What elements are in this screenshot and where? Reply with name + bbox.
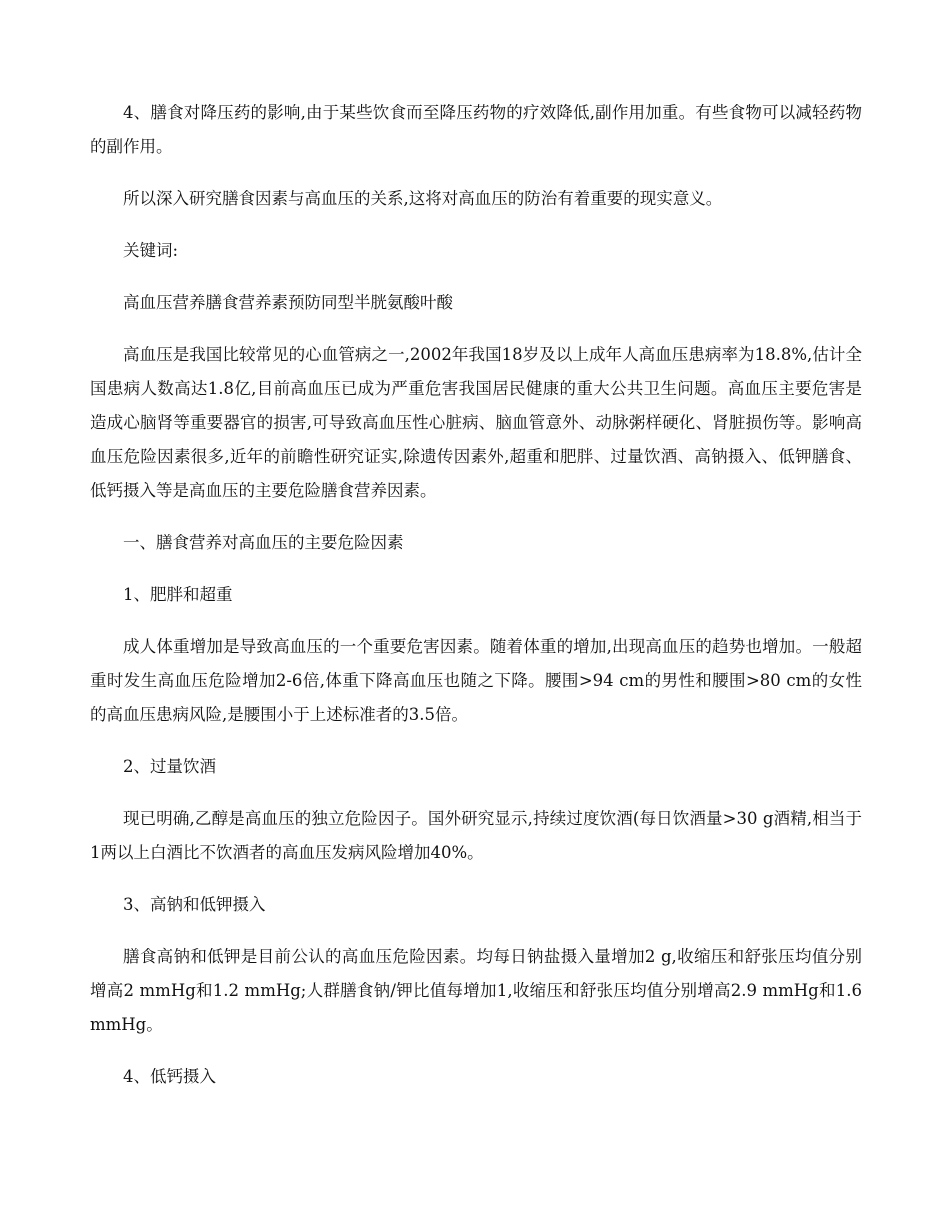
paragraph-drug-influence: 4、膳食对降压药的影响,由于某些饮食而至降压药物的疗效降低,副作用加重。有些食物可以减轻药物的副作用。 xyxy=(90,103,862,156)
paragraph-obesity: 成人体重增加是导致高血压的一个重要危害因素。随着体重的增加,出现高血压的趋势也增加。一般超重时发生高血压危险增加2-6倍,体重下降高血压也随之下降。腰围>94 cm的男性和腰围>80 cm的女性的高血压患病风险,是腰围小于上述标准者的3.5倍。 xyxy=(90,637,862,724)
subheading-low-calcium: 4、低钙摄入 xyxy=(123,1067,216,1086)
paragraph-significance: 所以深入研究膳食因素与高血压的关系,这将对高血压的防治有着重要的现实意义。 xyxy=(123,189,723,208)
paragraph-introduction: 高血压是我国比较常见的心血管病之一,2002年我国18岁及以上成年人高血压患病率为18.8%,估计全国患病人数高达1.8亿,目前高血压已成为严重危害我国居民健康的重大公共卫生问题。高血压主要危害是造成心脑肾等重要器官的损害,可导致高血压性心脏病、脑血管意外、动脉粥样硬化、肾脏损伤等。影响高血压危险因素很多,近年的前瞻性研究证实,除遗传因素外,超重和肥胖、过量饮酒、高钠摄入、低钾膳食、低钙摄入等是高血压的主要危险膳食营养因素。 xyxy=(90,345,862,500)
paragraph-sodium-potassium: 膳食高钠和低钾是目前公认的高血压危险因素。均每日钠盐摄入量增加2 g,收缩压和舒张压均值分别增高2 mmHg和1.2 mmHg;人群膳食钠/钾比值每增加1,收缩压和舒张压均值分别增高2.9 mmHg和1.6 mmHg。 xyxy=(90,947,862,1034)
paragraph-alcohol: 现已明确,乙醇是高血压的独立危险因子。国外研究显示,持续过度饮酒(每日饮酒量>30 g酒精,相当于1两以上白酒比不饮酒者的高血压发病风险增加40%。 xyxy=(90,809,862,862)
subheading-obesity: 1、肥胖和超重 xyxy=(123,585,233,604)
document-page xyxy=(90,96,862,1112)
keywords-list: 高血压营养膳食营养素预防同型半胱氨酸叶酸 xyxy=(123,293,453,312)
subheading-sodium-potassium: 3、高钠和低钾摄入 xyxy=(123,895,266,914)
subheading-alcohol: 2、过量饮酒 xyxy=(123,757,216,776)
keywords-heading: 关键词: xyxy=(123,241,179,260)
section-heading-risk-factors: 一、膳食营养对高血压的主要危险因素 xyxy=(123,533,404,552)
